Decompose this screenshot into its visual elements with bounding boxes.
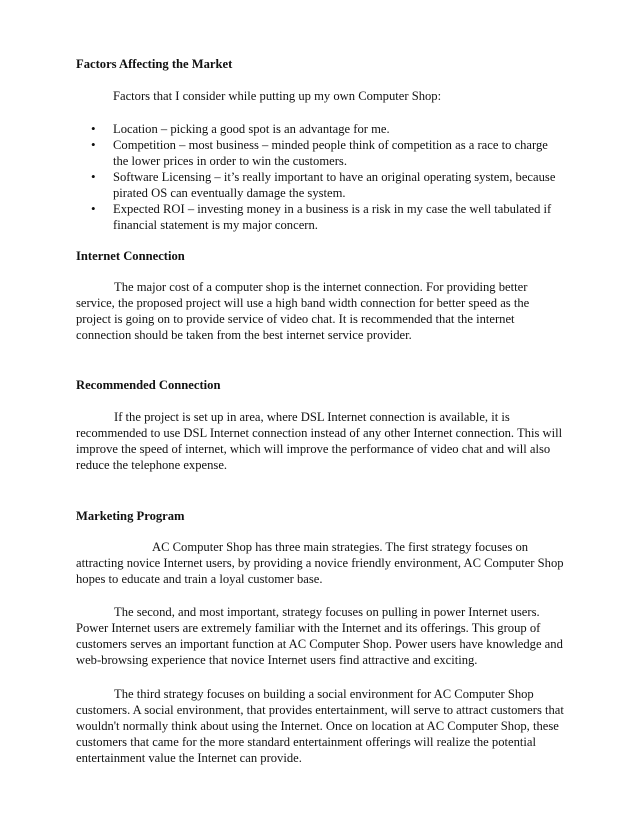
heading-internet-connection: Internet Connection [76,249,185,263]
marketing-paragraph-1: AC Computer Shop has three main strategies. The first strategy focuses on attracting novice Internet users, by providing a novice friendly environment, AC Computer Shop hopes to educate and train a loyal customer base. [76,540,564,586]
bullet-icon: • [91,169,96,184]
bullet-icon: • [91,121,96,136]
heading-marketing-program: Marketing Program [76,509,185,523]
heading-recommended-connection: Recommended Connection [76,378,221,392]
list-item: • Location – picking a good spot is an advantage for me. [91,121,390,136]
marketing-paragraph-3: The third strategy focuses on building a social environment for AC Computer Shop customers. A social environment, that provides entertainment, will serve to attract customers that wouldn't normally think about using the Internet. Once on location at AC Computer Shop, these customers that came for the more standard entertainment offerings will realize the potential entertainment value the Internet can provide. [76,687,564,765]
internet-connection-paragraph: The major cost of a computer shop is the internet connection. For providing better service, the proposed project will use a high band width connection for better speed as the project is going on to provide service of video chat. It is recommended that the internet connection should be taken from the best internet service provider. [76,280,530,342]
bullet-icon: • [91,201,96,216]
factors-intro: Factors that I consider while putting up my own Computer Shop: [113,89,442,103]
factors-list [76,121,566,233]
list-item: • Software Licensing – it’s really important to have an original operating system, because pirated OS can eventually damage the system. [91,169,556,200]
list-item: • Expected ROI – investing money in a business is a risk in my case the well tabulated if financial statement is my major concern. [91,201,552,232]
bullet-icon: • [91,137,96,152]
marketing-paragraph-2: The second, and most important, strategy focuses on pulling in power Internet users. Power Internet users are extremely familiar with the Internet and its offerings. This group of customers serves an important function at AC Computer Shop. Power users have knowledge and web-browsing experience that novice Internet users find attractive and exciting. [76,605,563,667]
list-item: • Competition – most business – minded people think of competition as a race to charge the lower prices in order to win the customers. [91,137,548,168]
recommended-connection-paragraph: If the project is set up in area, where DSL Internet connection is available, it is recommended to use DSL Internet connection instead of any other Internet connection. This will improve the speed of internet, which will improve the performance of video chat and will also reduce the telephone expense. [76,410,563,472]
heading-factors: Factors Affecting the Market [76,57,233,71]
